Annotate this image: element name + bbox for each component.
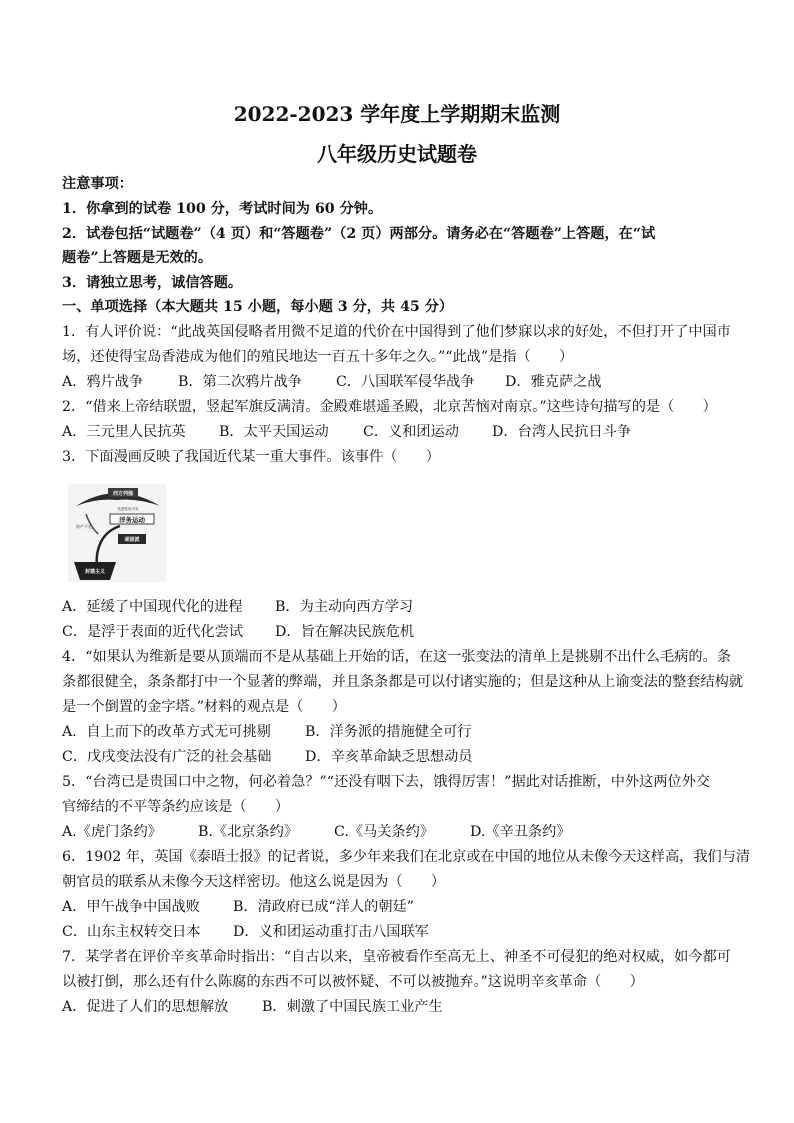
- q7-stem-2: 以被打倒，那么还有什么陈腐的东西不可以被怀疑、不可以被抛弃。”这说明辛亥革命（ ）: [62, 974, 644, 990]
- q3-option-b: B．为主动向西方学习: [275, 599, 414, 615]
- q6-option-c: C．山东主权转交日本: [62, 924, 201, 940]
- q3-option-d: D．旨在解决民族危机: [275, 624, 415, 640]
- q7-stem-1: 7．某学者在评价辛亥革命时指出：“自古以来，皇帝被看作至高无上、神圣不可侵犯的绝对权威，如今都可: [62, 949, 731, 965]
- q2-stem-1: 2．“借来上帝结联盟，竖起军旗反满清。金殿难堪遥圣殿，北京苦恼对南京。”这些诗句描写的是（ ）: [62, 399, 717, 415]
- q2-option-a: A．三元里人民抗英: [62, 424, 186, 440]
- q4-stem-1: 4．“如果认为维新是要从顶端而不是从基础上开始的话，在这一张变法的清单上是挑剔不出什么毛病的。条: [62, 649, 731, 665]
- exam-title: 2022-2023 学年度上学期期末监测: [233, 102, 561, 126]
- q6-option-a: A．甲午战争中国战败: [62, 899, 200, 915]
- q2-option-c: C．义和团运动: [363, 424, 459, 440]
- cartoon-label-feudalism: 封建主义: [84, 569, 106, 575]
- westernization-cartoon: [68, 484, 166, 582]
- q1-option-b: B．第二次鸦片战争: [178, 374, 302, 390]
- notice-item-3: 3．请独立思考，诚信答题。: [62, 275, 243, 291]
- q5-stem-2: 官缔结的不平等条约应该是（ ）: [62, 799, 290, 815]
- q7-option-a: A．促进了人们的思想解放: [62, 999, 229, 1015]
- q7-option-b: B．刺激了中国民族工业产生: [262, 999, 443, 1015]
- section-heading: 一、单项选择（本大题共 15 小题，每小题 3 分，共 45 分）: [62, 299, 454, 315]
- q1-stem-1: 1．有人评价说：“此战英国侵略者用微不足道的代价在中国得到了他们梦寐以求的好处，不但打开了中国市: [62, 324, 731, 340]
- q3-stem-1: 3．下面漫画反映了我国近代某一重大事件。该事件（ ）: [62, 449, 440, 465]
- notice-item-2-cont: 题卷”上答题是无效的。: [62, 250, 213, 266]
- cartoon-label-capital: 资产不足: [76, 524, 92, 529]
- q5-option-d: D.《辛丑条约》: [470, 824, 571, 840]
- notice-item-2: 2．试卷包括“试题卷”（4 页）和“答题卷”（2 页）两部分。请务必在“答题卷”上答题，在“试: [62, 226, 656, 242]
- q6-option-d: D．义和团运动重打击八国联军: [233, 924, 429, 940]
- q6-option-b: B．清政府已成“洋人的朝廷”: [233, 899, 414, 915]
- q1-stem-2: 场，还使得宝岛香港成为他们的殖民地达一百五十多年之久。”“此战”是指（ ）: [62, 349, 574, 365]
- q1-option-d: D．雅克萨之战: [505, 374, 602, 390]
- q5-option-b: B.《北京条约》: [198, 824, 299, 840]
- q2-option-b: B．太平天国运动: [219, 424, 329, 440]
- q6-stem-2: 朝官员的联系从未像今天这样密切。他这么说是因为（ ）: [62, 874, 446, 890]
- q5-stem-1: 5．“台湾已是贵国口中之物，何必着急？”“还没有咽下去，饿得厉害！”据此对话推断，中外这两位外交: [62, 774, 711, 790]
- notice-heading: 注意事项：: [62, 176, 133, 192]
- q4-stem-2: 条都很健全，条条都打中一个显著的弊端，并且条条都是可以付诸实施的；但是这种从上谕变法的整套结构就: [62, 674, 744, 690]
- q3-option-c: C．是浮于表面的近代化尝试: [62, 624, 244, 640]
- q4-option-b: B．洋务派的措施健全可行: [305, 724, 472, 740]
- q5-option-a: A.《虎门条约》: [62, 824, 162, 840]
- q4-stem-3: 是一个倒置的金字塔。”材料的观点是（ ）: [62, 699, 346, 715]
- q4-option-d: D．辛亥革命缺乏思想动员: [305, 749, 473, 765]
- exam-subtitle: 八年级历史试题卷: [317, 142, 477, 166]
- cartoon-label-movement: 洋务运动: [119, 516, 145, 524]
- cartoon-label-weakness: 先进性用不足: [117, 507, 139, 511]
- q1-option-c: C．八国联军侵华战争: [336, 374, 475, 390]
- notice-item-1: 1．你拿到的试卷 100 分，考试时间为 60 分钟。: [62, 201, 383, 217]
- q3-option-a: A．延缓了中国现代化的进程: [62, 599, 243, 615]
- cartoon-label-western: 西方列强: [112, 491, 134, 497]
- q1-option-a: A．鸦片战争: [62, 374, 144, 390]
- q4-option-a: A．自上而下的改革方式无可挑剔: [62, 724, 271, 740]
- q2-option-d: D．台湾人民抗日斗争: [492, 424, 632, 440]
- cartoon-label-conservative: 顽固派: [124, 537, 140, 543]
- q6-stem-1: 6．1902 年，英国《泰晤士报》的记者说，多少年来我们在北京或在中国的地位从未像今天这样高，我们与清: [62, 849, 751, 865]
- q5-option-c: C.《马关条约》: [334, 824, 434, 840]
- q4-option-c: C．戊戌变法没有广泛的社会基础: [62, 749, 272, 765]
